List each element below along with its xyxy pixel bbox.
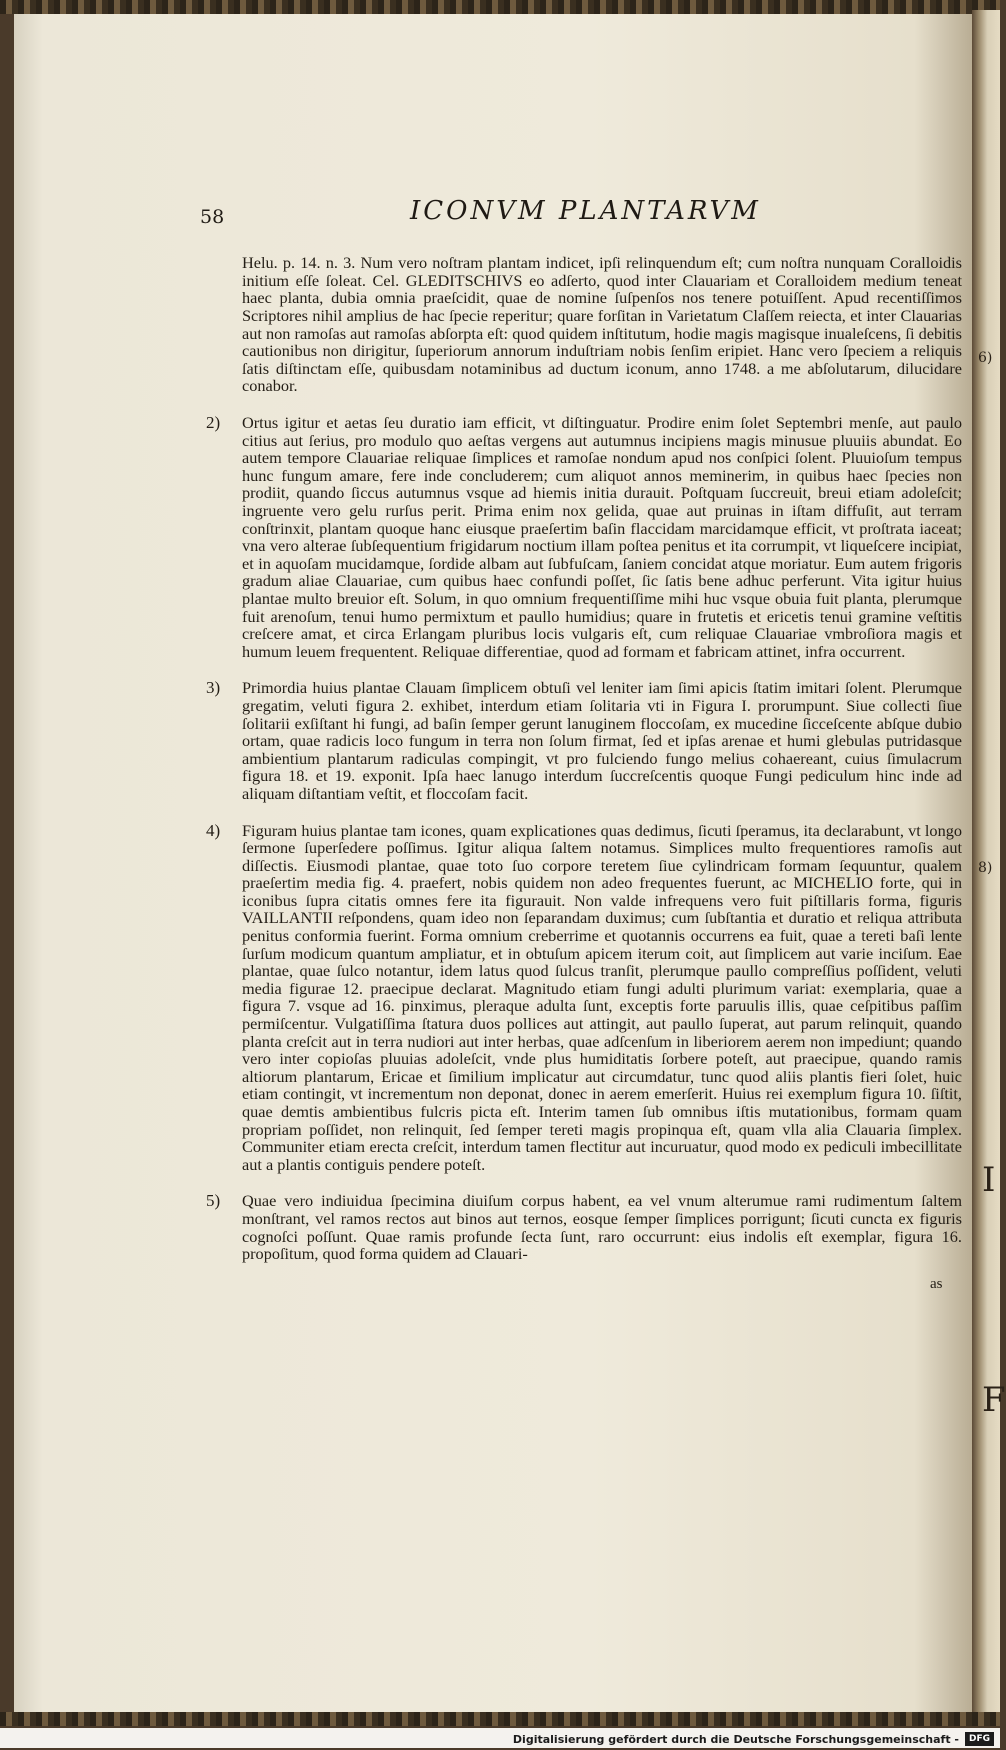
paragraph-text: Figuram huius plantae tam icones, quam explicationes quas dedimus, ſicuti ſperamus, ita declarabunt, vt longo ſermone ſuperſedere poſſimus. Igitur aliqua ſaltem notamus. Simplices multo frequentiores ramoſis aut diſſectis. Eiusmodi plantae, quae toto ſuo corpore teretem ſiue cylindricam formam ſequuntur, qualem praeſertim media fig. 4. praefert, nobis quidem non adeo frequentes fuerunt, ac MICHELIO forte, qui in iconibus ſupra citatis omnes fere ita figurauit. Non valde infrequens vero fuit piſtillaris forma, figuris VAILLANTII reſpondens, quam ideo non ſeparandam duximus; cum ſubſtantia et duratio et reliqua attributa penitus conformia fuerint. Forma omnium creberrime et quotannis occurrens ea fuit, quae a tereti baſi lente ſurſum modicum quantum ampliatur, et in obtuſum apicem iterum coit, aut ſimplicem aut varie inciſum. Eae plantae, quae ſulco notantur, idem latus quod ſulcus tranſit, plerumque paullo compreſſius poſſident, veluti media figurae 12. praecipue declarat. Magnitudo etiam fungi adulti plurimum variat: exemplaria, quae a figura 7. vsque ad 16. pinximus, pleraque adulta ſunt, exceptis forte paruulis illis, quae ceſpitibus paſſim permiſcentur. Vulgatiſſima ſtatura duos pollices aut attingit, aut paullo ſuperat, aut parum relinquit, quando planta creſcit aut in terra nudiori aut inter herbas, quae adſcenſum in liberiorem aerem non impediunt; quando vero inter copioſas pluuias adoleſcit, vnde plus humiditatis ſorbere poteſt, aut praecipue, quando ramis altiorum plantarum, Ericae et ſimilium implicatur aut circumdatur, tunc quod aliis plantis fieri ſolet, huic etiam contingit, vt incrementum non deponat, donec in aerem emerſerit. Huius rei exemplum figura 10. ſiſtit, quae demtis ambientibus fulcris picta eſt. Interim tamen ſub omnibus iſtis mutationibus, formam quam propriam poſſidet, non relinquit, ſed ſemper tereti magis propinqua eſt, quam vlla alia Clauaria ſimplex. Communiter etiam erecta creſcit, interdum tamen flectitur aut incuruatur, quod modo ex pediculi imbecillitate aut a plantis contiguis pendere poteſt. [242,820,962,1174]
paragraph-text: Ortus igitur et aetas ſeu duratio iam efficit, vt diſtinguatur. Prodire enim ſolet Septembri menſe, aut paulo citius aut ſerius, pro modulo quo aeſtas vergens aut autumnus incipiens magis minusue pluuiis abundat. Eo autem tempore Clauariae reliquae ſimplices et ramoſae nondum apud nos conſpici ſolent. Pluuioſum tempus hunc fungum amare, fere inde concluderem; cum aliquot annos meminerim, in quibus haec ſpecies non prodiit, quando ſiccus autumnus vsque ad hiemis initia durauit. Poſtquam ſuccreuit, breui etiam adoleſcit; ingruente vero gelu rurſus perit. Prima enim nox gelida, quae aut pruinas in iſtam diffuſit, aut terram conſtrinxit, plantam quoque hanc eiusque praeſertim baſin flaccidam marcidamque efficit, vt proſtrata iaceat; vna vero alterae ſubſequentium frigidarum noctium illam poſtea penitus et ita corrumpit, vt liqueſcere incipiat, et in aquoſam mucidamque, ſordide albam aut ſubfuſcam, ſaniem concidat atque moriatur. Eum autem frigoris gradum aliae Clauariae, cum quibus haec confundi poſſet, ſic ſatis bene adhuc perferunt. Vita igitur huius plantae multo breuior eſt. Solum, in quo omnium frequentiſſime mihi huc vsque obuia fuit planta, plerumque fuit arenoſum, tenui humo permixtum et paullo humidius; quare in frutetis et ericetis tenui gramine veſtitis creſcere amat, et circa Erlangam pluribus locis vulgaris eſt, cum reliquae Clauariae vmbroſiora magis et humum leuem frequentent. Reliquae differentiae, quod ad formam et fabricam attinet, infra occurrent. [242,413,962,661]
margin-mark-3: I [982,1160,996,1200]
binding-bottom-strip [0,1712,1000,1726]
catchword: as [930,1276,943,1292]
paragraph-3 [206,678,962,803]
paragraph-number: 2) [206,413,221,433]
paragraph-number: 4) [206,820,221,840]
dfg-logo: DFG [965,1732,994,1746]
paragraph-4 [206,820,962,1174]
paragraph-text: Primordia huius plantae Clauam ſimplicem obtuſi vel leniter iam ſimi apicis ſtatim imitari ſolent. Plerumque gregatim, veluti figura 2. exhibet, interdum etiam ſolitaria vti in Figura I. prorumpunt. Siue collecti ſiue ſolitarii exſiſtant hi fungi, ad baſin ſemper gerunt lanuginem floccoſam, ex mucedine ſicceſcente abſque dubio ortam, quae radicis loco fungum in terra non ſolum firmat, ſed et ipſas arenae et humi glebulas putridasque ambientium plantarum radiculas compingit, vt pro fulciendo fungo melius cohaereant, cuius ſimulacrum figura 18. et 19. exponit. Ipſa haec lanugo interdum ſuccreſcentis quoque Fungi pediculum hinc inde ad aliquam diſtantiam veſtit, et floccoſam facit. [242,678,962,803]
paragraph-number: 5) [206,1191,221,1211]
binding-top-strip [0,0,1000,14]
paragraph-2 [206,413,962,661]
intro-paragraph: Helu. p. 14. n. 3. Num vero noſtram plantam indicet, ipſi relinquendum eſt; cum noſtra nunquam Coralloidis initium eſſe ſoleat. Cel. GLEDITSCHIVS eo adſerto, quod inter Clauariam et Coralloidem medium teneat haec planta, dubia omnia praeſcidit, quae de nomine ſuſpenſos nos tenere potuiſſent. Apud recentiſſimos Scriptores nihil amplius de hac ſpecie reperitur; quare forſitan in Varietatum Claſſem reiecta, et inter Clauarias aut non ramoſas aut ramoſas abſorpta eſt: quod quidem inſtitutum, hodie magis magisque inualeſcens, ſi debitis cautionibus non dirigitur, ſuperiorum annorum induſtriam nobis ſenſim eripiet. Hanc vero ſpeciem a reliquis ſatis diſtinctam eſſe, quibusdam notaminibus ad ductum iconum, anno 1748. a me abſolutarum, dilucidare conabor. [242,253,962,396]
paragraph-5 [206,1191,962,1264]
margin-mark-1: 6) [978,350,993,366]
page-number: 58 [200,206,225,228]
main-text [206,238,962,1282]
margin-mark-2: 8) [978,860,993,876]
running-head: ICONVM PLANTARVM [410,196,761,226]
footer-credit-text: Digitalisierung gefördert durch die Deutsche Forschungsgemeinschaft - [512,1733,959,1746]
margin-mark-4: F [982,1380,1006,1420]
paragraph-text: Quae vero indiuidua ſpecimina diuiſum corpus habent, ea vel vnum alterumue rami rudimentum ſaltem monſtrant, vel ramos rectos aut binos aut ternos, eosque ſemper ſimplices porrigunt; ſicuti cuncta ex figuris cognoſci poſſunt. Quae ramis profunde ſecta ſunt, raro occurrunt: eius indolis eſt exemplar, figura 16. propoſitum, quod forma quidem ad Clauari- [242,1191,962,1264]
paragraph-number: 3) [206,678,221,698]
footer-credit-bar [0,1728,1000,1748]
